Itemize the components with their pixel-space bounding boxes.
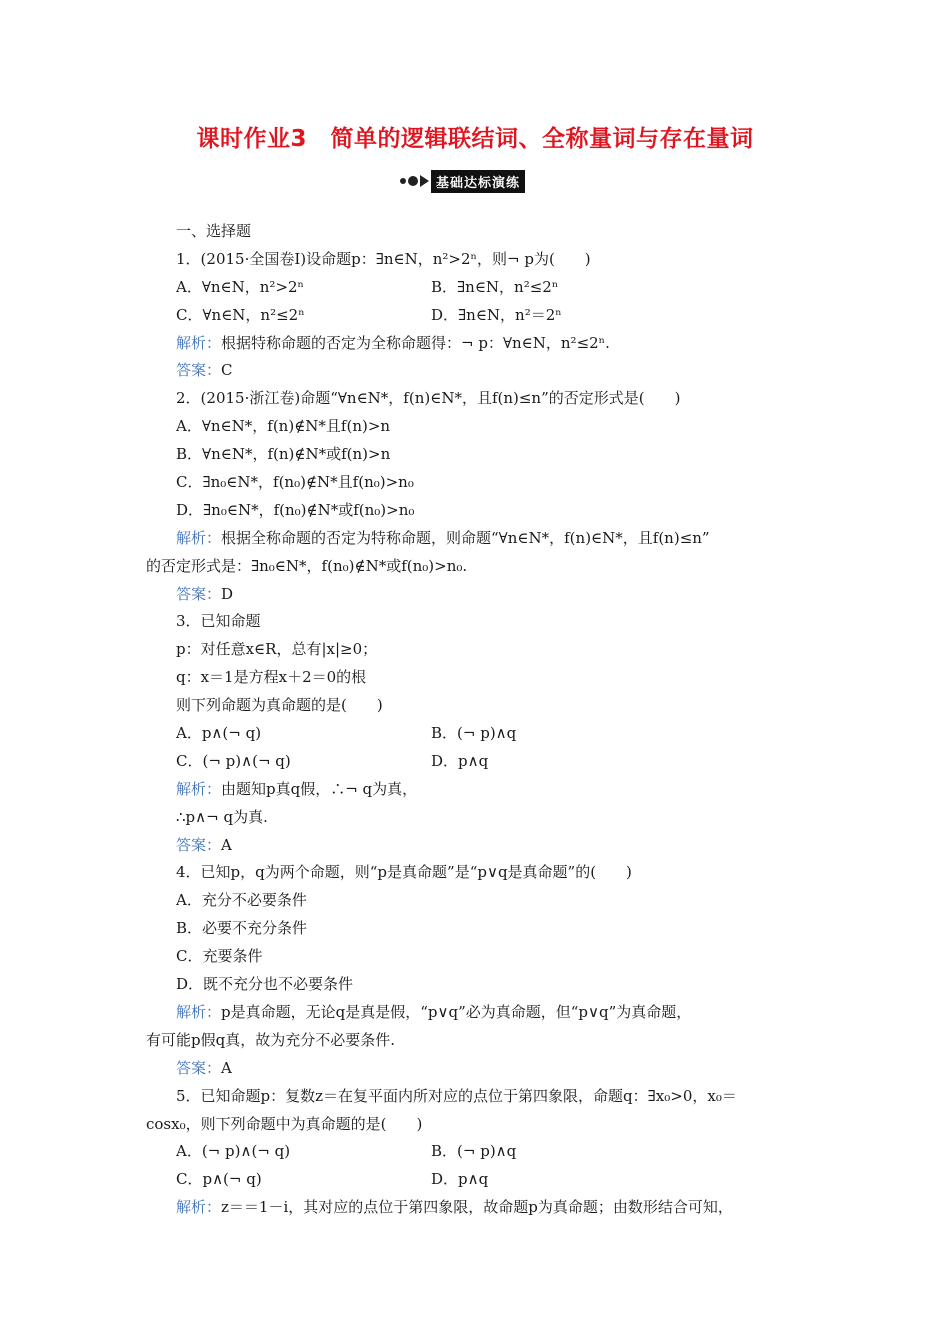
keyword-label: 解析： — [176, 1198, 222, 1217]
line-text: 有可能p假q真，故为充分不必要条件. — [146, 1030, 395, 1049]
text-line — [146, 1083, 806, 1111]
line-text: B．∀n∈N*，f(n)∉N*或f(n)>n — [176, 445, 391, 464]
keyword-label: 答案： — [176, 835, 222, 854]
line-text: 则下列命题为真命题的是( ) — [176, 696, 383, 715]
keyword-label: 解析： — [176, 333, 222, 352]
line-text: 根据全称命题的否定为特称命题，则命题“∀n∈N*，f(n)∈N*，且f(n)≤n” — [221, 528, 710, 547]
option-left: A．(¬ p)∧(¬ q) — [176, 1142, 291, 1161]
line-text: p：对任意x∈R，总有|x|≥0； — [176, 640, 378, 659]
banner-dot-small-icon — [400, 178, 406, 184]
text-line — [146, 1055, 806, 1083]
line-text: C — [221, 361, 233, 380]
text-line — [146, 748, 806, 776]
text-line — [146, 357, 806, 385]
text-line — [146, 469, 806, 497]
line-text: cosx₀，则下列命题中为真命题的是( ) — [146, 1114, 423, 1133]
line-text: A — [221, 835, 232, 854]
text-line — [146, 720, 806, 748]
text-line — [146, 832, 806, 860]
text-line — [146, 804, 806, 832]
text-line — [146, 943, 806, 971]
line-text: p是真命题，无论q是真是假，“p∨q”必为真命题，但“p∨q”为真命题， — [221, 1002, 692, 1021]
line-text: C．充要条件 — [176, 947, 263, 966]
line-text: C．∃n₀∈N*，f(n₀)∉N*且f(n₀)>n₀ — [176, 473, 414, 492]
option-left: C．(¬ p)∧(¬ q) — [176, 751, 291, 770]
text-line — [146, 1138, 806, 1166]
line-text: 5．已知命题p：复数z＝在复平面内所对应的点位于第四象限，命题q：∃x₀>0，x₀＝ — [176, 1086, 737, 1105]
line-text: 1．(2015·全国卷Ⅰ)设命题p：∃n∈N，n²>2ⁿ，则¬ p为( ) — [176, 249, 591, 268]
text-line — [146, 608, 806, 636]
line-text: q：x＝1是方程x＋2＝0的根 — [176, 668, 367, 687]
page-title: 课时作业3 简单的逻辑联结词、全称量词与存在量词 — [196, 126, 754, 152]
text-line — [146, 246, 806, 274]
option-right: D．p∧q — [431, 1170, 489, 1189]
text-line — [146, 971, 806, 999]
text-line — [146, 636, 806, 664]
text-line — [146, 999, 806, 1027]
option-left: A．p∧(¬ q) — [176, 724, 262, 743]
text-line — [146, 553, 806, 581]
line-text: 2．(2015·浙江卷)命题“∀n∈N*，f(n)∈N*，且f(n)≤n”的否定形式是( ) — [176, 389, 681, 408]
keyword-label: 答案： — [176, 1058, 222, 1077]
line-text: 的否定形式是：∃n₀∈N*，f(n₀)∉N*或f(n₀)>n₀. — [146, 556, 468, 575]
text-line — [146, 1111, 806, 1139]
text-line — [146, 692, 806, 720]
option-right: D．p∧q — [431, 751, 489, 770]
option-right: B．(¬ p)∧q — [431, 1142, 517, 1161]
keyword-label: 答案： — [176, 584, 222, 603]
text-line — [146, 413, 806, 441]
text-line — [146, 1194, 806, 1222]
line-text: D — [221, 584, 234, 603]
line-text: B．必要不充分条件 — [176, 919, 308, 938]
option-right: D．∃n∈N，n²＝2ⁿ — [431, 305, 562, 324]
line-text: A．充分不必要条件 — [176, 891, 307, 910]
line-text: ∴p∧¬ q为真. — [176, 807, 268, 826]
section-banner — [400, 170, 525, 192]
text-line — [146, 497, 806, 525]
section-heading: 一、选择题 — [176, 222, 252, 240]
document-body — [146, 218, 806, 1222]
text-line — [146, 525, 806, 553]
text-line — [146, 776, 806, 804]
text-line — [146, 1166, 806, 1194]
line-text: 3．已知命题 — [176, 612, 261, 631]
text-line — [146, 581, 806, 609]
option-left: A．∀n∈N，n²>2ⁿ — [176, 277, 305, 296]
keyword-label: 解析： — [176, 1002, 222, 1021]
text-line — [146, 274, 806, 302]
text-line — [146, 302, 806, 330]
line-text: A．∀n∈N*，f(n)∉N*且f(n)>n — [176, 417, 391, 436]
line-text: A — [221, 1058, 232, 1077]
line-text: z＝＝1－i，其对应的点位于第四象限，故命题p为真命题；由数形结合可知， — [221, 1198, 733, 1217]
text-line — [146, 664, 806, 692]
keyword-label: 解析： — [176, 779, 222, 798]
line-text: 4．已知p，q为两个命题，则“p是真命题”是“p∨q是真命题”的( ) — [176, 863, 632, 882]
text-line — [146, 441, 806, 469]
banner-arrow-icon — [420, 175, 429, 187]
banner-dot-large-icon — [408, 176, 418, 186]
banner-label: 基础达标演练 — [431, 170, 525, 193]
text-line — [146, 859, 806, 887]
line-text: 由题知p真q假，∴¬ q为真， — [221, 779, 418, 798]
option-right: B．∃n∈N，n²≤2ⁿ — [431, 277, 559, 296]
line-text: D．∃n₀∈N*，f(n₀)∉N*或f(n₀)>n₀ — [176, 500, 415, 519]
text-line — [146, 330, 806, 358]
option-left: C．∀n∈N，n²≤2ⁿ — [176, 305, 305, 324]
line-text: 根据特称命题的否定为全称命题得：¬ p：∀n∈N，n²≤2ⁿ. — [221, 333, 610, 352]
keyword-label: 解析： — [176, 528, 222, 547]
text-line — [146, 1027, 806, 1055]
keyword-label: 答案： — [176, 361, 222, 380]
option-right: B．(¬ p)∧q — [431, 724, 517, 743]
text-line — [146, 915, 806, 943]
text-line — [146, 385, 806, 413]
text-line — [146, 887, 806, 915]
option-left: C．p∧(¬ q) — [176, 1170, 262, 1189]
line-text: D．既不充分也不必要条件 — [176, 975, 354, 994]
